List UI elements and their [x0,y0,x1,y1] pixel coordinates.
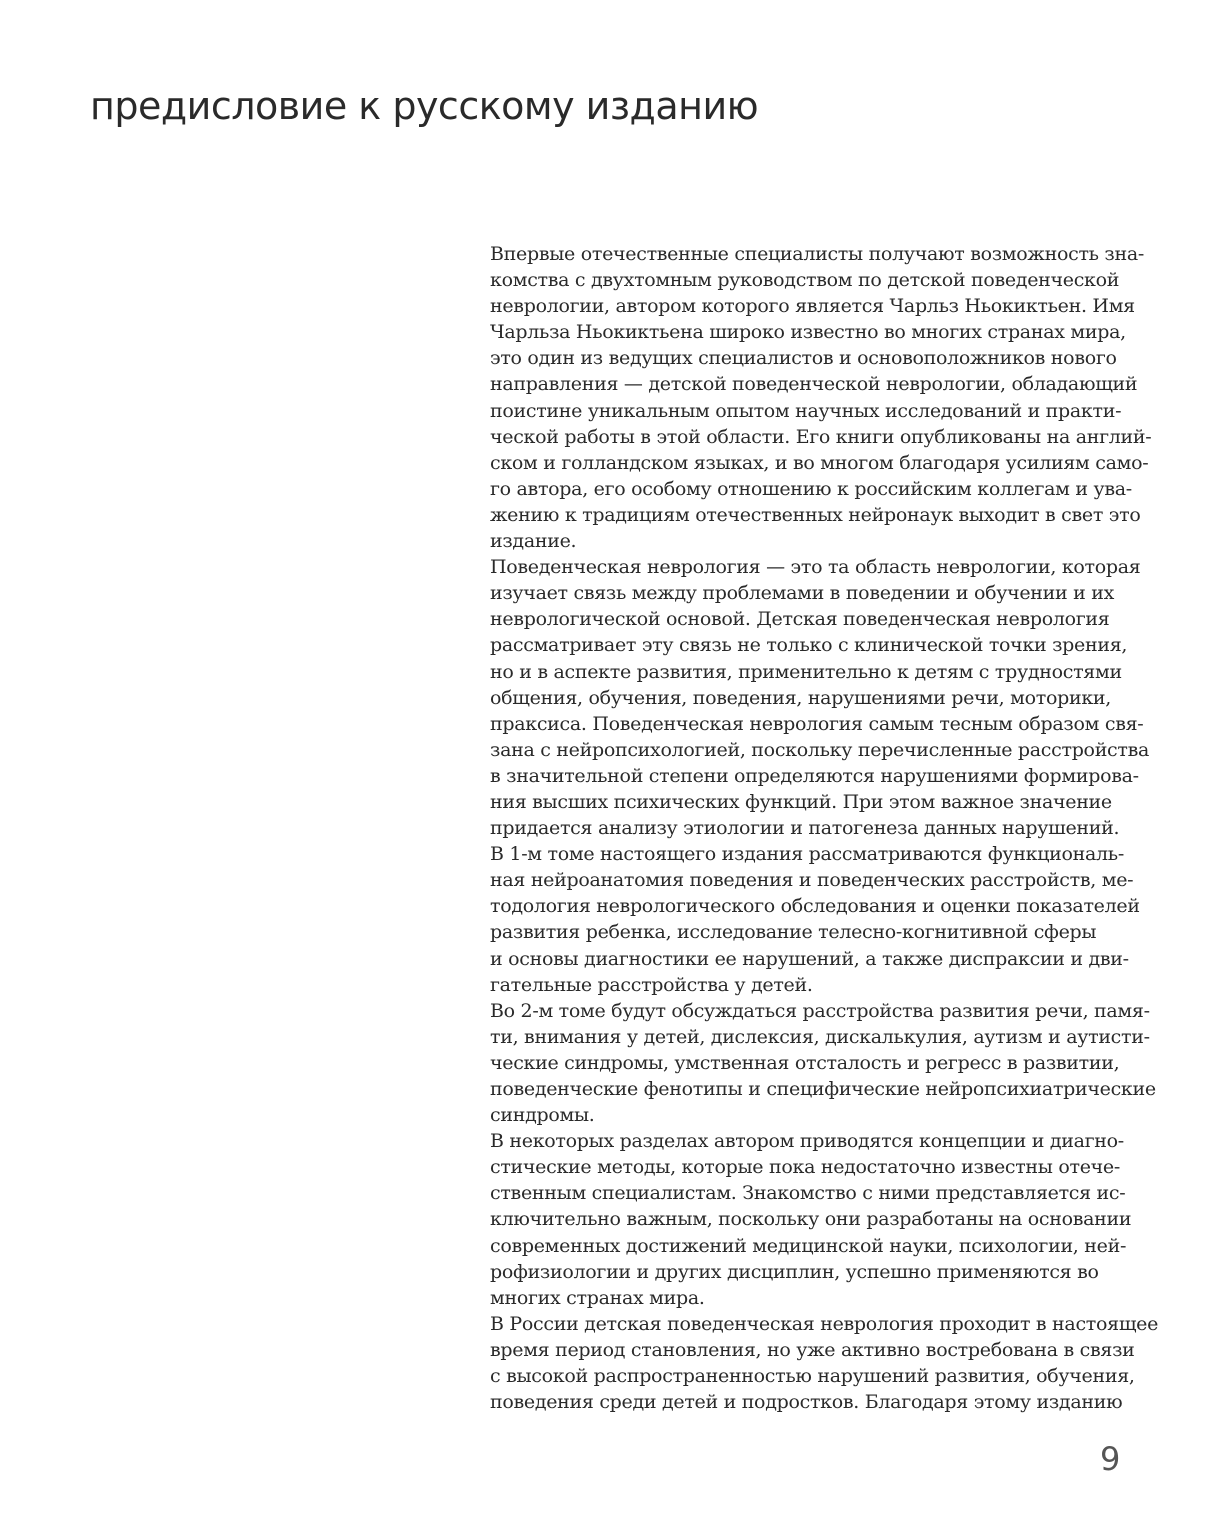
text-line: жению к традициям отечественных нейронаук выходит в свет это [490,503,1141,526]
text-line: Поведенческая неврология — это та область неврологии, которая [490,556,1141,579]
text-line: зана с нейропсихологией, поскольку перечисленные расстройства [490,738,1150,761]
text-line: ключительно важным, поскольку они разработаны на основании [490,1208,1132,1231]
text-line: В некоторых разделах автором приводятся концепции и диагно- [490,1130,1124,1153]
text-line: праксиса. Поведенческая неврология самым тесным образом свя- [490,712,1144,735]
text-line: это один из ведущих специалистов и основоположников нового [490,347,1117,370]
page-number: 9 [1100,1440,1121,1478]
text-line: В России детская поведенческая неврология проходит в настоящее [490,1312,1159,1335]
text-line: ная нейроанатомия поведения и поведенческих расстройств, ме- [490,869,1134,892]
text-line: придается анализу этиологии и патогенеза данных нарушений. [490,817,1120,840]
text-line: но и в аспекте развития, применительно к детям с трудностями [490,660,1122,683]
text-line: В 1-м томе настоящего издания рассматриваются функциональ- [490,843,1124,866]
text-line: комства с двухтомным руководством по детской поведенческой [490,269,1120,292]
text-line: Впервые отечественные специалисты получают возможность зна- [490,243,1145,265]
text-line: современных достижений медицинской науки, психологии, ней- [490,1234,1127,1257]
text-line: и основы диагностики ее нарушений, а также диспраксии и дви- [490,947,1129,970]
page-title: предисловие к русскому изданию [90,84,759,128]
text-line: поведения среди детей и подростков. Благодаря этому изданию [490,1391,1123,1414]
text-line: с высокой распространенностью нарушений развития, обучения, [490,1365,1135,1388]
text-line: поведенческие фенотипы и специфические нейропсихиатрические [490,1078,1156,1100]
text-line: общения, обучения, поведения, нарушениями речи, моторики, [490,686,1112,709]
text-line: гательные расстройства у детей. [490,973,813,996]
text-line: издание. [490,530,577,553]
text-line: синдромы. [490,1104,595,1127]
text-line: рофизиологии и других дисциплин, успешно применяются во [490,1260,1099,1283]
text-line: время период становления, но уже активно востребована в связи [490,1338,1135,1361]
text-line: го автора, его особому отношению к российским коллегам и ува- [490,477,1132,500]
text-line: развития ребенка, исследование телесно-когнитивной сферы [490,921,1097,944]
body-text [490,241,1159,1415]
text-line: ческой работы в этой области. Его книги опубликованы на англий- [490,425,1152,448]
text-line: неврологической основой. Детская поведенческая неврология [490,608,1110,631]
text-line: ческие синдромы, умственная отсталость и регресс в развитии, [490,1051,1120,1074]
text-line: неврологии, автором которого является Чарльз Ньокиктьен. Имя [490,295,1135,318]
text-line: ственным специалистам. Знакомство с ними представляется ис- [490,1182,1126,1205]
text-line: ском и голландском языках, и во многом благодаря усилиям само- [490,451,1149,474]
text-line: в значительной степени определяются нарушениями формирова- [490,764,1139,787]
text-line: Чарльза Ньокиктьена широко известно во многих странах мира, [490,321,1126,344]
text-line: Во 2-м томе будут обсуждаться расстройства развития речи, памя- [490,999,1150,1022]
text-line: рассматривает эту связь не только с клинической точки зрения, [490,634,1128,657]
text-line: тодология неврологического обследования и оценки показателей [490,895,1140,918]
text-line: стические методы, которые пока недостаточно известны отече- [490,1156,1120,1179]
text-line: ния высших психических функций. При этом важное значение [490,790,1112,813]
text-line: направления — детской поведенческой неврологии, обладающий [490,373,1138,396]
text-line: ти, внимания у детей, дислексия, дискалькулия, аутизм и аутисти- [490,1025,1150,1048]
text-line: поистине уникальным опытом научных исследований и практи- [490,399,1122,422]
text-line: изучает связь между проблемами в поведении и обучении и их [490,582,1115,605]
text-line: многих странах мира. [490,1286,705,1309]
